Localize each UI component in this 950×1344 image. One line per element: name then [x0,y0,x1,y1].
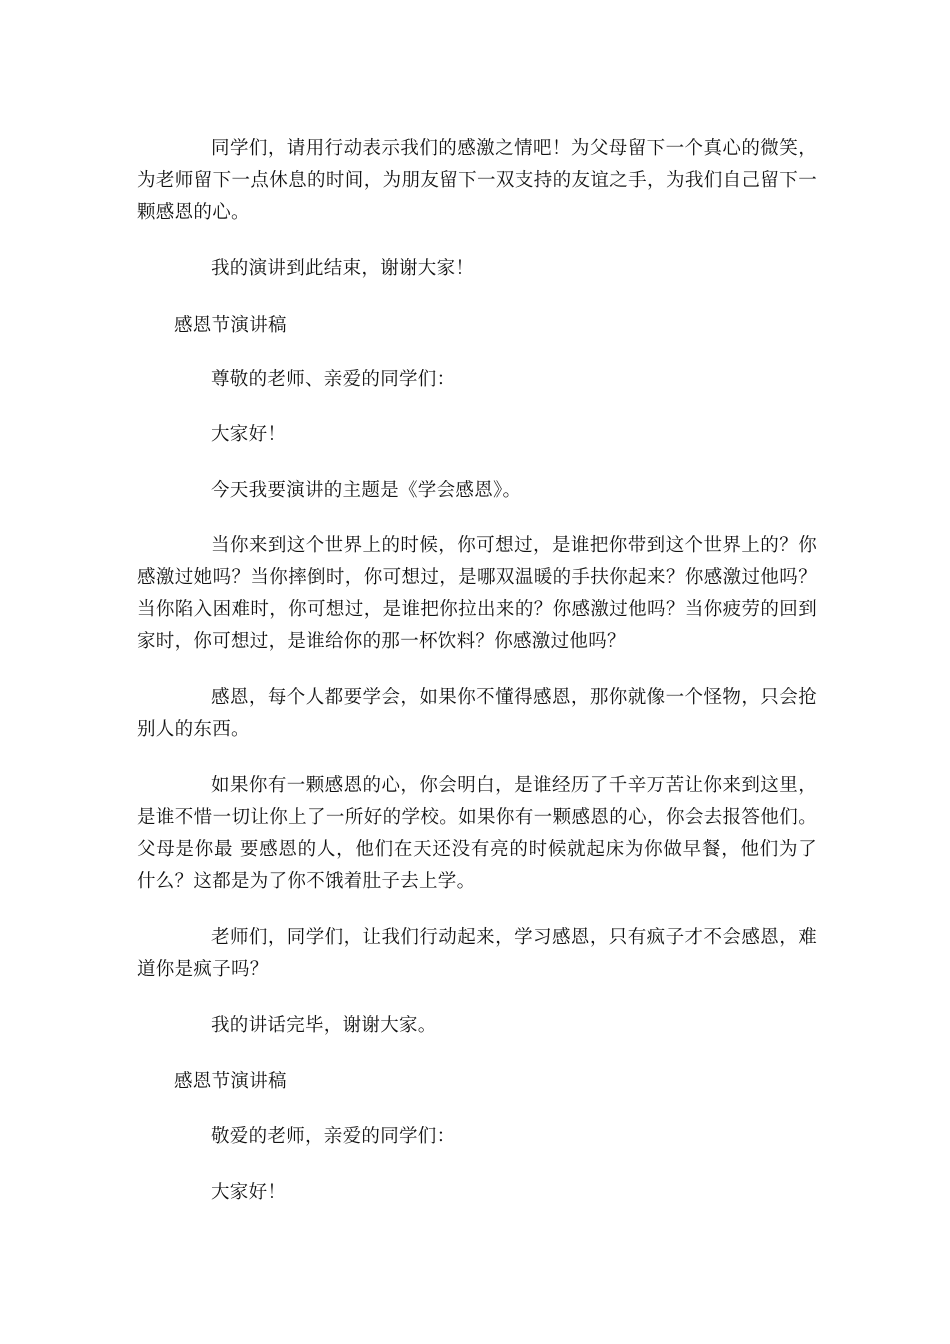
section-heading-1: 感恩节演讲稿 [174,315,287,336]
paragraph-topic: 今天我要演讲的主题是《学会感恩》。 [211,480,522,501]
paragraph-call-to-action: 老师们，同学们，让我们行动起来，学习感恩，只有疯子才不会感恩，难道你是疯子吗？ [137,927,817,980]
paragraph-grateful-heart: 如果你有一颗感恩的心，你会明白，是谁经历了千辛万苦让你来到这里，是谁不惜一切让你上了一所好的学校。如果你有一颗感恩的心，你会去报答他们。父母是你最 要感恩的人，他们在天还没有亮的时候就起床为你做早餐，他们为了什么？这都是为了你不饿着肚子去上学。 [137,775,817,892]
paragraph-questions: 当你来到这个世界上的时候，你可想过，是谁把你带到这个世界上的？你感激过她吗？当你摔倒时，你可想过，是哪双温暖的手扶你起来？你感激过他吗？当你陷入困难时，你可想过，是谁把你拉出来的？你感激过他吗？当你疲劳的回到家时，你可想过，是谁给你的那一杯饮料？你感激过他吗？ [137,535,817,652]
paragraph-greeting-1: 大家好！ [211,424,287,445]
paragraph-salutation-1: 尊敬的老师、亲爱的同学们： [211,369,456,390]
paragraph-greeting-2: 大家好！ [211,1182,287,1203]
paragraph-gratitude-learn: 感恩，每个人都要学会，如果你不懂得感恩，那你就像一个怪物，只会抢别人的东西。 [137,687,817,740]
paragraph-salutation-2: 敬爱的老师，亲爱的同学们： [211,1126,456,1147]
paragraph-closing-appeal: 同学们，请用行动表示我们的感激之情吧！为父母留下一个真心的微笑，为老师留下一点休息的时间，为朋友留下一双支持的友谊之手，为我们自己留下一颗感恩的心。 [137,138,817,223]
section-heading-2: 感恩节演讲稿 [174,1071,287,1092]
paragraph-speech-finish: 我的讲话完毕，谢谢大家。 [211,1015,437,1036]
paragraph-speech-end: 我的演讲到此结束，谢谢大家！ [211,258,475,279]
